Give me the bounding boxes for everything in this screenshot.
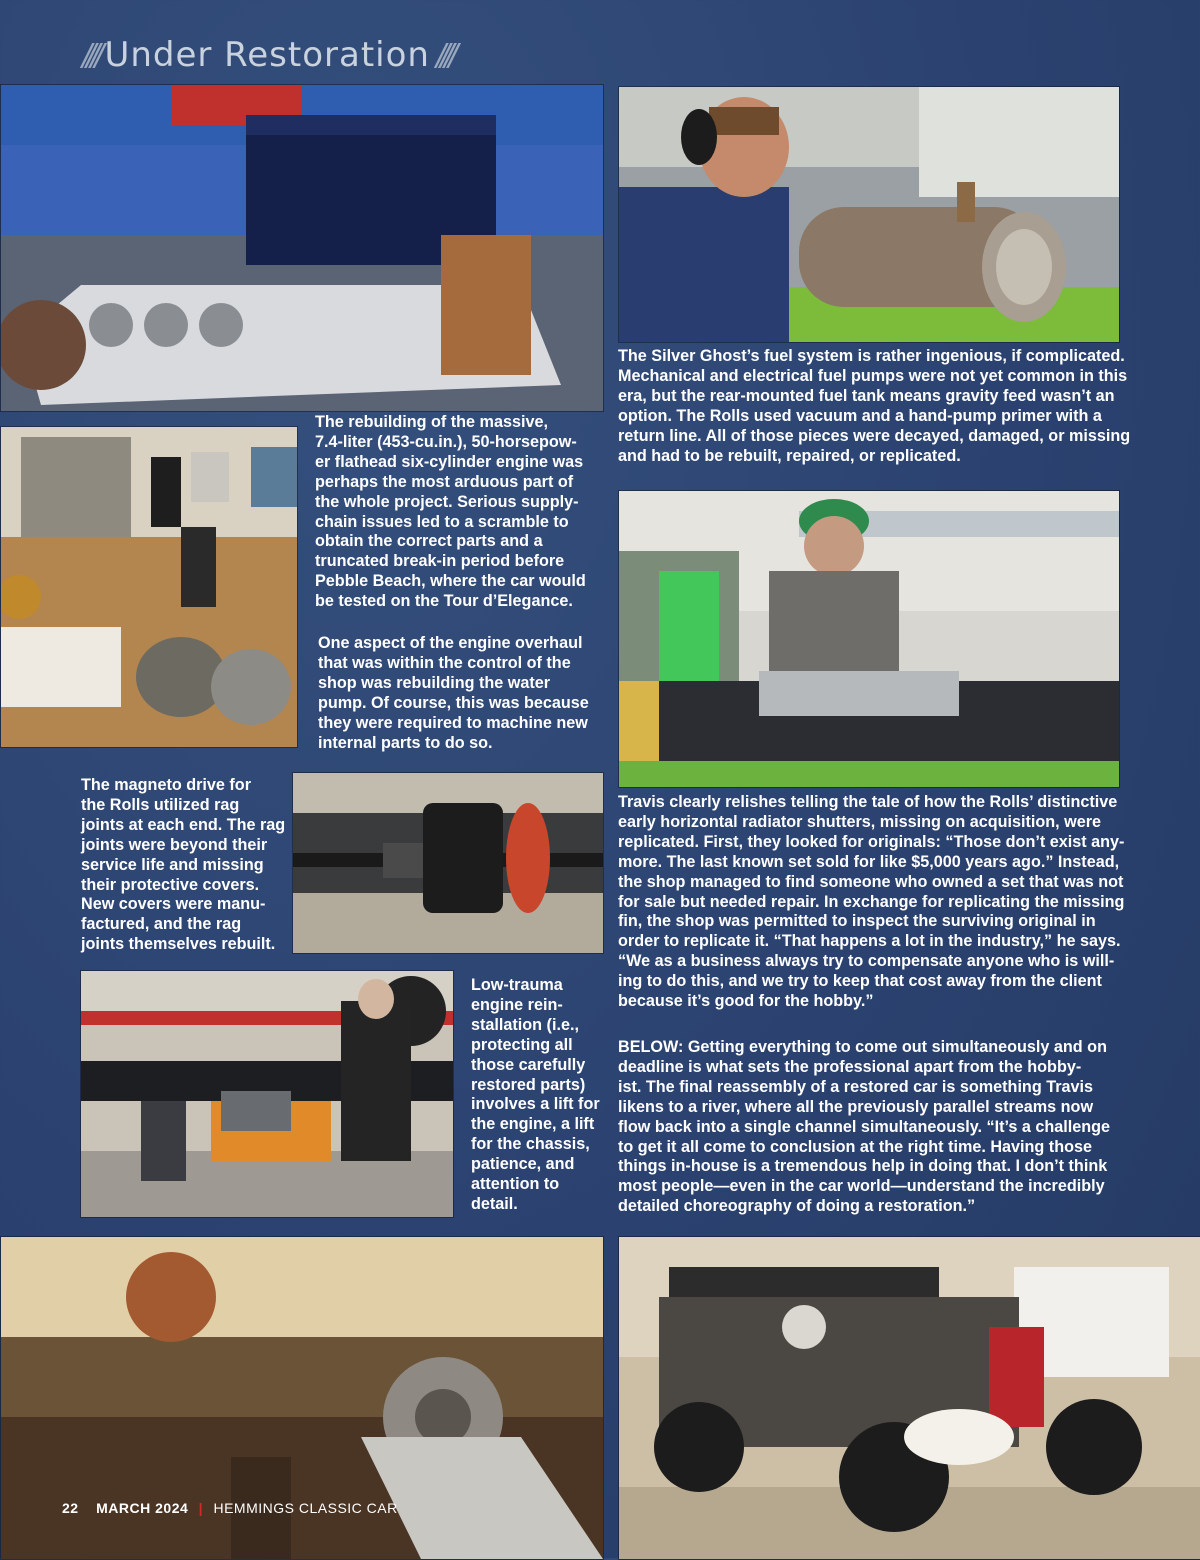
photo-magneto-drive [292, 772, 604, 954]
caption-engine-rebuild: The rebuilding of the massive, 7.4-liter (453-cu.in.), 50-horsepow- er flathead six-cylinder engine was perhaps the most arduous part of the whole project. Serious supply- chain issues led to a scramble to obtain the correct parts and a truncated break-in period before Pebble Beach, where the car would be tested on the Tour d’Elegance. [315, 413, 586, 611]
caption-engine-reinstallation: Low-trauma engine rein- stallation (i.e., protecting all those carefully restored parts) involves a lift for the engine, a lift for the chassis, patience, and attention to detail. [471, 976, 600, 1213]
photo-radiator-shutters [618, 490, 1120, 788]
caption-fuel-system: The Silver Ghost’s fuel system is rather ingenious, if complicated. Mechanical and electrical fuel pumps were not yet common in this era, but the rear-mounted fuel tank means gravity feed wasn’t an option. The Rolls used vacuum and a hand-pump primer with a return line. All of those pieces were decayed, damaged, or missing and had to be rebuilt, repaired, or replicated. [618, 347, 1131, 465]
caption-water-pump: One aspect of the engine overhaul that was within the control of the shop was rebuilding the water pump. Of course, this was because they were required to machine new internal parts to do so. [318, 634, 589, 752]
header-decoration-right: //// [435, 37, 453, 73]
footer-separator: | [198, 1500, 204, 1516]
photo-engine-block [0, 84, 604, 412]
page-number: 22 [62, 1500, 79, 1516]
photo-car-reassembly [618, 1236, 1200, 1560]
caption-radiator-shutters: Travis clearly relishes telling the tale of how the Rolls’ distinctive early horizontal radiator shutters, missing on acquisition, were replicated. First, they looked for originals: “Those don’t exist any- more. The last known set sold for like $5,000 years ago.” Instead, the shop managed to find someone who owned a set that was not for sale but needed repair. In exchange for replicating the missing fin, the shop was permitted to inspect the surviving original in order to replicate it. “That happens a lot in the industry,” he says. “We as a business always try to compensate anyone who is will- ing to do this, and we try to keep that cost away from the client because it’s good for the hobby.” [618, 793, 1125, 1011]
caption-magneto-drive: The magneto drive for the Rolls utilized rag joints at each end. The rag joints were beyond their service life and missing their protective covers. New covers were manu- factured, and the rag joints themselves rebuilt. [81, 776, 286, 954]
page-footer [62, 1500, 398, 1516]
section-header [82, 30, 452, 80]
issue-date: MARCH 2024 [96, 1500, 189, 1516]
photo-engine-reinstallation [80, 970, 454, 1218]
publication-name: HEMMINGS CLASSIC CAR [213, 1500, 398, 1516]
caption-below-reassembly: BELOW: Getting everything to come out simultaneously and on deadline is what sets the professional apart from the hobby- ist. The final reassembly of a restored car is something Travis likens to a river, where all the previously parallel streams now flow back into a single channel simultaneously. “It’s a challenge to get it all come to conclusion at the right time. Having those things in-house is a tremendous help in doing that. I don’t think most people—even in the car world—understand the incredibly detailed choreography of doing a restoration.” [618, 1038, 1111, 1216]
header-decoration-left: //// [82, 37, 99, 73]
photo-fuel-tank [618, 86, 1120, 343]
section-title: Under Restoration [104, 35, 430, 75]
photo-water-pump-parts [0, 426, 298, 748]
